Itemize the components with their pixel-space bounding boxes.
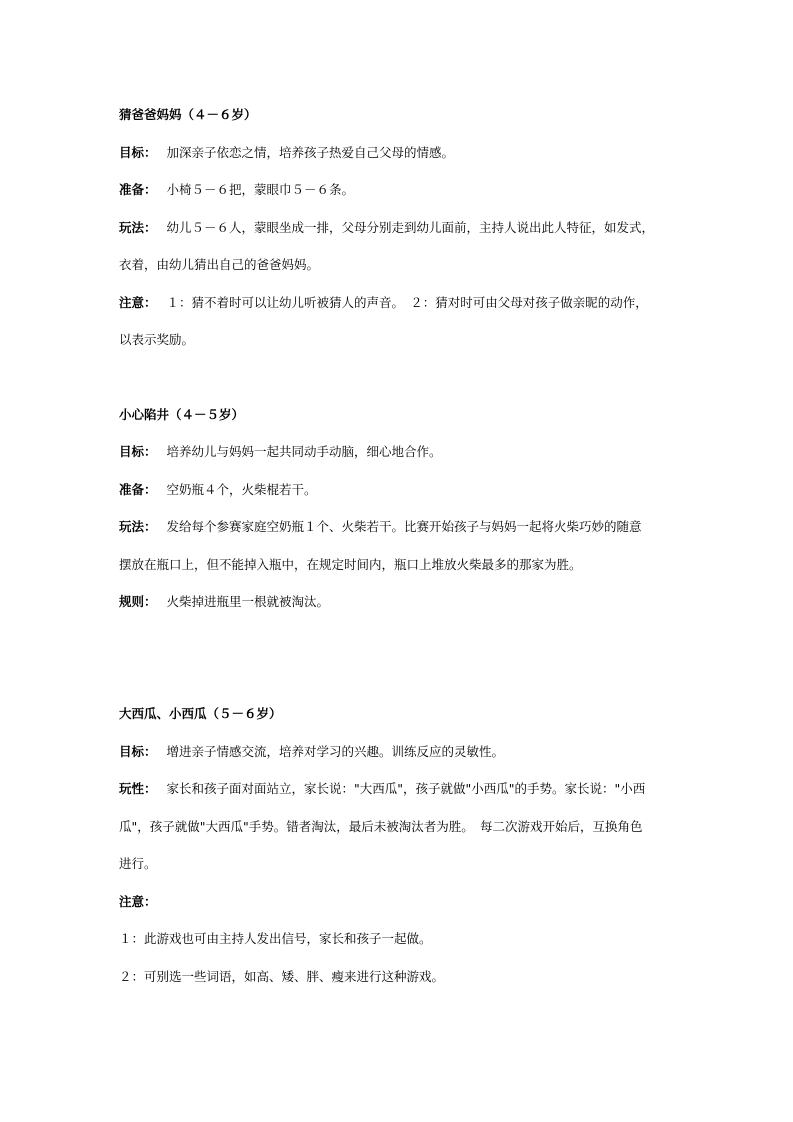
section-2-title: 小心陷井（４－５岁）: [119, 407, 245, 422]
section-2-goal: [119, 444, 442, 460]
section-3-play-cont-2: 进行。: [119, 856, 157, 871]
prep-text: 小椅５－６把，蒙眼巾５－６条。: [166, 182, 355, 197]
prep-label: 准备：: [119, 482, 157, 497]
play-label: 玩法：: [119, 220, 157, 235]
rule-text: 火柴掉进瓶里一根就被淘汰。: [166, 594, 330, 609]
prep-label: 准备：: [119, 182, 157, 197]
play-text: 家长和孩子面对面站立，家长说："大西瓜"，孩子就做"小西瓜"的手势。家长说："小西: [166, 781, 646, 796]
goal-label: 目标：: [119, 444, 157, 459]
section-3-play: [119, 781, 645, 797]
section-2-play: [119, 519, 642, 535]
section-1-play-cont: 衣着，由幼儿猜出自己的爸爸妈妈。: [119, 257, 320, 272]
section-3-title: 大西瓜、小西瓜（５－６岁）: [119, 706, 282, 721]
goal-label: 目标：: [119, 744, 157, 759]
goal-text: 培养幼儿与妈妈一起共同动手动脑，细心地合作。: [166, 444, 442, 459]
section-2-play-cont: 摆放在瓶口上，但不能掉入瓶中，在规定时间内，瓶口上堆放火柴最多的那家为胜。: [119, 557, 582, 572]
goal-text: 加深亲子依恋之情，培养孩子热爱自己父母的情感。: [166, 145, 455, 160]
section-3-note-2: ２：可别选一些词语，如高、矮、胖、瘦来进行这种游戏。: [119, 969, 445, 984]
section-1-note: [119, 295, 648, 311]
section-3-goal: [119, 744, 504, 760]
section-1-goal: [119, 145, 454, 161]
play-label: 玩性：: [119, 781, 157, 796]
note-text: １：猜不着时可以让幼儿听被猜人的声音。 ２：猜对时可由父母对孩子做亲昵的动作，: [166, 295, 648, 310]
play-text: 幼儿５－６人，蒙眼坐成一排，父母分别走到幼儿面前，主持人说出此人特征，如发式，: [166, 220, 655, 235]
section-3-note-1: １：此游戏也可由主持人发出信号，家长和孩子一起做。: [119, 931, 432, 946]
section-2-rule: [119, 594, 329, 610]
section-3-play-cont: 瓜"，孩子就做"大西瓜"手势。错者淘汰，最后未被淘汰者为胜。 每二次游戏开始后，互换角色: [119, 819, 643, 834]
rule-label: 规则：: [119, 594, 157, 609]
goal-label: 目标：: [119, 145, 157, 160]
play-text: 发给每个参赛家庭空奶瓶１个、火柴若干。比赛开始孩子与妈妈一起将火柴巧妙的随意: [166, 519, 642, 534]
section-1-title: 猜爸爸妈妈（４－６岁）: [119, 107, 257, 122]
section-1-note-cont: 以表示奖励。: [119, 332, 195, 347]
section-3-note-label: 注意：: [119, 894, 157, 909]
section-1-play: [119, 220, 654, 236]
play-label: 玩法：: [119, 519, 157, 534]
prep-text: 空奶瓶４个，火柴棍若干。: [166, 482, 317, 497]
section-1-prep: [119, 182, 354, 198]
goal-text: 增进亲子情感交流，培养对学习的兴趣。训练反应的灵敏性。: [166, 744, 505, 759]
section-2-prep: [119, 482, 317, 498]
note-label: 注意：: [119, 295, 157, 310]
